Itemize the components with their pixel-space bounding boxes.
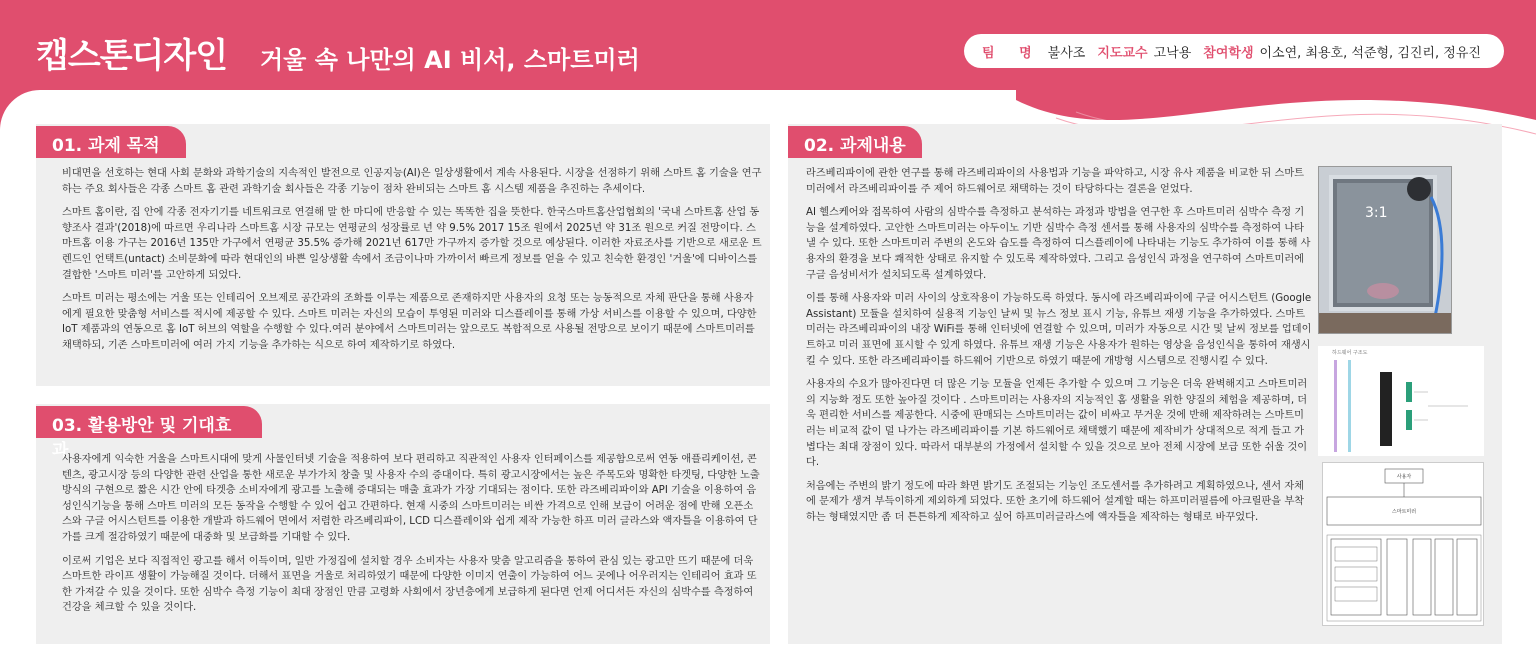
svg-text:3:1: 3:1	[1365, 205, 1388, 221]
section-purpose-heading: 01. 과제 목적	[36, 126, 186, 158]
system-diagram	[1322, 462, 1484, 626]
team-value: 불사조	[1047, 45, 1086, 61]
paragraph: 이를 통해 사용자와 미러 사이의 상호작용이 가능하도록 하였다. 동시에 라즈베리파이에 구글 어시스턴트 (Google Assistant) 모듈을 설치하여 실용적 기능인 날씨 및 뉴스 정보 표시 기능, 유튜브 재생 기능을 추가하였다. 스마트미러는 라즈베리파이의 내장 WiFi를 통해 인터넷에 연결할 수 있으며, 미러가 자동으로 시간 및 날씨 정보를 업데이트하고 미러 표면에 표시할 수 있게 하였다. 유튜브 재생 기능은 사용자가 원하는 영상을 음성인식을 통하여 재생시킬 수 있다. 또한 라즈베리파이를 하드웨어 기반으로 하였기 때문에 개방형 시스템으로 진행시킬 수 있다.	[806, 293, 1312, 367]
paragraph: 스마트 미러는 평소에는 거울 또는 인테리어 오브제로 공간과의 조화를 이루는 제품으로 존재하지만 사용자의 요청 또는 능동적으로 자체 판단을 통해 사용자에게 필요한 맞춤형 서비스를 적시에 제공할 수 있다. 스마트 미러는 자신의 모습이 투영된 미러와 디스플레이를 통해 가상 서비스를 이용할 수 있으며, 다양한 IoT 제품과의 연동으로 홈 IoT 허브의 역할을 수행할 수 있다.여러 분야에서 스마트미러는 앞으로도 복합적으로 사용될 전망으로 보이기 때문에 스마트미러를 채택하되, 기존 스마트미러에 여러 가지 기능을 추가하는 식으로 하여 제작하기로 하였다.	[62, 293, 757, 351]
paragraph: 스마트 홈이란, 집 안에 각종 전자기기를 네트워크로 연결해 말 한 마디에 반응할 수 있는 똑똑한 집을 뜻한다. 한국스마트홈산업협회의 '국내 스마트홈 산업 동향조사 결과'(2018)에 따르면 우리나라 스마트홈 시장 규모는 연평균의 성장률로 년 약 9.5% 2017 15조 원에서 2025년 약 31조 원으로 커질 전망이다. 스마트홈 이용 가구는 2016년 135만 가구에서 연평균 35.5% 증가해 2021년 617만 가구까지 증가할 것으로 예상된다. 이러한 자료조사를 기반으로 새로운 트렌드인 언택트(untact) 소비문화에 따라 현대인의 바쁜 일상생활 속에서 조금이나마 가까이서 빠르게 정보를 얻을 수 있고 친숙한 환경인 '거울'에 디바이스를 결합한 '스마트 미러'를 고안하게 되었다.	[62, 207, 762, 281]
paragraph: 비대면을 선호하는 현대 사회 문화와 과학기술의 지속적인 발전으로 인공지능(AI)은 일상생활에서 계속 사용된다. 시장을 선점하기 위해 스마트 홈 기술을 연구하는 주요 회사들은 각종 스마트 홈 관련 과학기술 회사들은 각종 기능이 점차 완비되는 스마트 홈 시스템 제품을 추진하는 추세이다.	[62, 168, 762, 195]
paragraph: AI 헬스케어와 접목하여 사람의 심박수를 측정하고 분석하는 과정과 방법을 연구한 후 스마트미러 심박수 측정 기능을 설계하였다. 고안한 스마트미러는 아두이노 기반 심박수 측정 센서를 통해 사용자의 심박수를 측정하여 나타낼 수 있다. 또한 스마트미러 주변의 온도와 습도를 측정하여 디스플레이에 나타내는 기능도 추가하여 이를 통해 사용자의 환경을 보다 쾌적한 상태로 유지할 수 있도록 제작하였다. 그리고 음성인식 과정을 연구하여 스마트미러에 구글 음성비서가 설치되도록 설계하였다.	[806, 207, 1311, 281]
advisor-value: 고낙용	[1153, 45, 1192, 61]
team-info-box	[964, 34, 1504, 68]
diagram-user-box: 사용자	[1396, 474, 1412, 480]
smart-mirror-photo	[1318, 166, 1452, 334]
diagram-title: 하드웨어 구조도	[1332, 350, 1368, 356]
section-content-text	[806, 166, 1312, 533]
members-label: 참여학생	[1203, 45, 1254, 61]
hardware-diagram	[1318, 346, 1484, 456]
members-value: 이소연, 최용호, 석준형, 김진리, 정유진	[1259, 45, 1481, 61]
paragraph: 처음에는 주변의 밝기 정도에 따라 화면 밝기도 조절되는 기능인 조도센서를 추가하려고 계획하였으나, 센서 자체에 문제가 생겨 부득이하게 제외하게 되었다. 또한 초기에 하드웨어 설계할 때는 하프미러필름에 아크릴판을 부착하는 형태였지만 좀 더 튼튼하게 제작하고 싶어 하프미러글라스에 액자틀을 제작하는 형태로 바꾸었다.	[806, 480, 1305, 523]
section-usage-heading: 03. 활용방안 및 기대효과	[36, 406, 262, 438]
page-title: 캡스톤디자인	[36, 36, 228, 76]
section-purpose-text	[62, 166, 762, 362]
section-content-heading: 02. 과제내용	[788, 126, 922, 158]
section-usage-text	[62, 452, 762, 624]
team-label: 팀 명	[982, 45, 1042, 61]
paragraph: 사용자에게 익숙한 거울을 스마트시대에 맞게 사물인터넷 기술을 적용하여 보다 편리하고 직관적인 사용자 인터페이스를 제공함으로써 연동 애플리케이션, 콘텐츠, 광고시장 등의 다양한 관련 산업을 통한 새로운 부가가치 창출 및 사용자 수의 증대이다. 특히 광고시장에서는 높은 주목도와 명확한 타겟팅, 다양한 노출 방식의 구현으로 짧은 시간 안에 타겟층 소비자에게 광고를 노출해 증대되는 매출 효과가 가장 기대되는 점이다. 또한 라즈베리파이와 API 기술을 이용하여 음성인식기능을 통해 스마트 미러의 모든 동작을 수행할 수 있어 쉽고 간편하다. 현재 시중의 스마트미러는 비싼 가격으로 인해 보급이 어려운 점에 반해 오픈소스와 구글 어시스턴트를 이용한 개발과 하드웨어 면에서 저렴한 라즈베리파이, LCD 디스플레이와 쉽게 제작 가능한 하프 미러 글라스와 액자틀을 이용하여 단가를 크게 절감하였기 때문에 대중화 및 보급화를 기대할 수 있다.	[62, 454, 760, 543]
advisor-label: 지도교수	[1097, 45, 1148, 61]
paragraph: 사용자의 수요가 많아진다면 더 많은 기능 모듈을 언제든 추가할 수 있으며 그 기능은 더욱 완벽해지고 스마트미러의 지능화 정도 또한 높아질 것이다 . 스마트미러는 사용자의 지능적인 홈 생활을 위한 양질의 체험을 제공하며, 더욱 편리한 서비스를 제공한다. 시중에 판매되는 스마트미러는 값이 비싸고 무거운 것에 반해 제작하려는 스마트미러는 비교적 값이 덜 나가는 라즈베리파이를 기본 하드웨어로 채택했기 때문에 제작비가 상대적으로 적게 들고 가볍다는 최대 장점이 있다. 따라서 대부분의 가정에서 설치할 수 있을 것으로 보아 전체 시장에 보급 또한 쉬울 것이다.	[806, 379, 1308, 469]
paragraph: 이로써 기업은 보다 직접적인 광고를 해서 이득이며, 일반 가정집에 설치할 경우 소비자는 사용자 맞춤 알고리즘을 통하여 관심 있는 광고만 뜨기 때문에 더욱 스마트한 라이프 생활이 가능해질 것이다. 더해서 표면을 거울로 처리하였기 때문에 다양한 이미지 연출이 가능하여 어느 곳에나 어우러지는 인테리어 효과 또한 가져갈 수 있을 것이다. 또한 심박수 측정 기능이 최대 장점인 만큼 고령화 사회에서 장년층에게 보급하게 된다면 언제 어디서든 자신의 심박수를 측정하여 건강을 체크할 수 있을 것이다.	[62, 555, 757, 614]
paragraph: 라즈베리파이에 관한 연구를 통해 라즈베리파이의 사용법과 기능을 파악하고, 시장 유사 제품을 비교한 뒤 스마트미러에서 라즈베리파이를 주 제어 하드웨어로 채택하는 것이 타당하다는 결론을 얻었다.	[806, 168, 1305, 195]
page-subtitle: 거울 속 나만의 AI 비서, 스마트미러	[260, 46, 640, 74]
diagram-mirror-box: 스마트미러	[1391, 509, 1417, 515]
